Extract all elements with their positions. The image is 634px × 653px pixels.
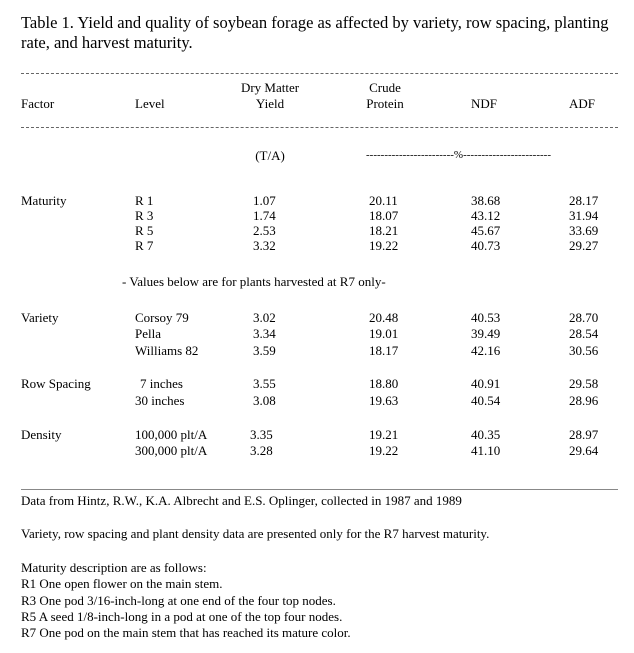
footnote-maturity-r3: R3 One pod 3/16-inch-long at one end of the four top nodes.: [21, 593, 336, 608]
footnote-maturity-r5: R5 A seed 1/8-inch-long in a pod at one of the top four nodes.: [21, 609, 343, 624]
factor-maturity: Maturity: [21, 193, 67, 208]
r7-note: - Values below are for plants harvested at R7 only-: [122, 274, 386, 289]
header-ndf: NDF: [471, 96, 498, 111]
footnote-maturity-r1: R1 One open flower on the main stem.: [21, 576, 223, 591]
unit-percent: ------------------------%------------------------: [366, 149, 551, 161]
header-bottom-rule: [21, 127, 618, 128]
factor-variety: Variety: [21, 310, 59, 325]
header-adf: ADF: [569, 96, 596, 111]
footnote-variety: Variety, row spacing and plant density data are presented only for the R7 harvest maturity.: [21, 526, 490, 541]
table-title: Table 1. Yield and quality of soybean forage as affected by variety, row spacing, planting rate, and harvest maturity.: [21, 13, 609, 52]
header-top-rule: [21, 73, 618, 74]
header-dry-matter: Dry Matter: [240, 80, 300, 95]
factor-density: Density: [21, 427, 62, 442]
footnote-maturity-r7: R7 One pod on the main stem that has reached its mature color.: [21, 625, 351, 640]
footnote-rule: [21, 489, 618, 490]
header-yield: Yield: [255, 96, 285, 111]
unit-dm: (T/A): [255, 148, 285, 163]
factor-row-spacing: Row Spacing: [21, 376, 91, 391]
header-protein: Protein: [366, 96, 404, 111]
header-factor: Factor: [21, 96, 55, 111]
header-level: Level: [135, 96, 165, 111]
footnote-maturity-heading: Maturity description are as follows:: [21, 560, 207, 575]
header-crude: Crude: [369, 80, 401, 95]
footnote-source: Data from Hintz, R.W., K.A. Albrecht and E.S. Oplinger, collected in 1987 and 1989: [21, 493, 462, 508]
